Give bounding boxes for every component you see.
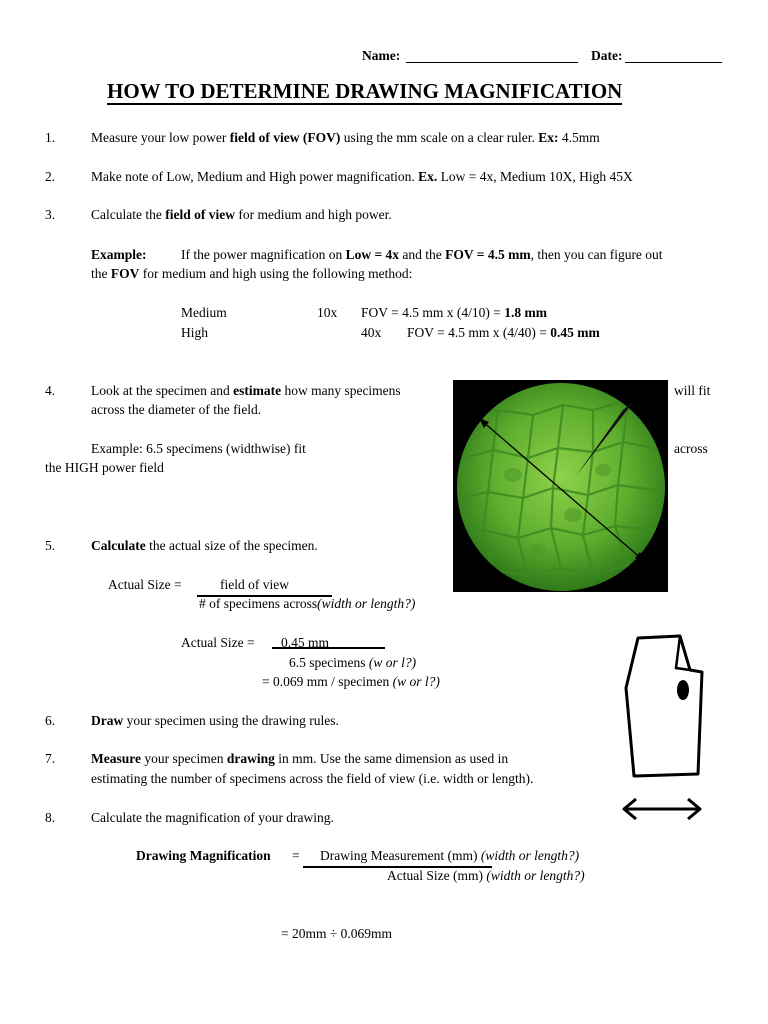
date-field <box>591 48 622 64</box>
drawing-magnification-equals: = <box>292 848 300 863</box>
step-1-number: 1. <box>45 130 56 145</box>
step-3-text: Calculate the field of view for medium and high power. <box>91 207 392 222</box>
step-4-example-right: across <box>674 441 708 456</box>
page-title: HOW TO DETERMINE DRAWING MAGNIFICATION <box>107 79 623 103</box>
high-label: High <box>181 325 208 340</box>
drawing-magnification-label: Drawing Magnification <box>136 848 271 863</box>
step-4-example: Example: 6.5 specimens (widthwise) fit <box>91 441 306 456</box>
step-5-number: 5. <box>45 538 56 553</box>
date-label: Date: <box>591 48 623 63</box>
name-label: Name: <box>362 48 401 63</box>
step-6-number: 6. <box>45 713 56 728</box>
actual-size-formula-label: Actual Size = <box>108 577 182 592</box>
step-8-number: 8. <box>45 810 56 825</box>
step-2-number: 2. <box>45 169 56 184</box>
step-4-text-right: will fit <box>674 383 711 398</box>
medium-calc: FOV = 4.5 mm x (4/10) = 1.8 mm <box>361 305 547 320</box>
step-8-text: Calculate the magnification of your drawing. <box>91 810 334 825</box>
step-5-text: Calculate the actual size of the specimen. <box>91 538 318 553</box>
fraction-bar-2 <box>272 647 385 649</box>
step-2-text: Make note of Low, Medium and High power magnification. Ex. Low = 4x, Medium 10X, High 45X <box>91 169 633 184</box>
cell-drawing-sketch <box>618 632 710 780</box>
actual-size-calc-label: Actual Size = <box>181 635 255 650</box>
double-arrow-icon <box>620 795 704 823</box>
step-3-example-line2: the FOV for medium and high using the following method: <box>91 266 413 281</box>
step-6-text: Draw your specimen using the drawing rules. <box>91 713 339 728</box>
cell-micrograph-image <box>453 380 668 592</box>
step-3-number: 3. <box>45 207 56 222</box>
date-blank <box>625 62 722 63</box>
medium-mag: 10x <box>317 305 338 320</box>
step-4-number: 4. <box>45 383 56 398</box>
drawing-magnification-denominator: Actual Size (mm) (width or length?) <box>387 868 585 883</box>
name-blank <box>406 62 578 63</box>
actual-size-numerator: field of view <box>220 577 289 592</box>
high-calc: FOV = 4.5 mm x (4/40) = 0.45 mm <box>407 325 600 340</box>
step-4-text: Look at the specimen and estimate how many specimens <box>91 383 401 398</box>
step-7-number: 7. <box>45 751 56 766</box>
step-7-text: Measure your specimen drawing in mm. Use the same dimension as used in <box>91 751 509 766</box>
step-3-example-label: Example: <box>91 247 147 262</box>
actual-size-result: = 0.069 mm / specimen (w or l?) <box>262 674 440 689</box>
step-4-example-line2: the HIGH power field <box>45 460 164 475</box>
name-field <box>362 48 400 64</box>
medium-label: Medium <box>181 305 227 320</box>
step-4-line2: across the diameter of the field. <box>91 402 262 417</box>
actual-size-denominator: # of specimens across(width or length?) <box>199 596 416 611</box>
high-mag: 40x <box>361 325 382 340</box>
step-1-text: Measure your low power field of view (FOV) using the mm scale on a clear ruler. Ex: 4.5mm <box>91 130 600 145</box>
actual-size-calc-denominator: 6.5 specimens (w or l?) <box>289 655 417 670</box>
step-3-example-line1: If the power magnification on Low = 4x and the FOV = 4.5 mm, then you can figure out <box>181 247 663 262</box>
drawing-magnification-result: = 20mm ÷ 0.069mm <box>281 926 393 941</box>
drawing-magnification-numerator: Drawing Measurement (mm) (width or length?) <box>320 848 580 863</box>
step-7-line2: estimating the number of specimens across the field of view (i.e. width or length). <box>91 771 534 786</box>
actual-size-calc-numerator: 0.45 mm <box>281 635 330 650</box>
